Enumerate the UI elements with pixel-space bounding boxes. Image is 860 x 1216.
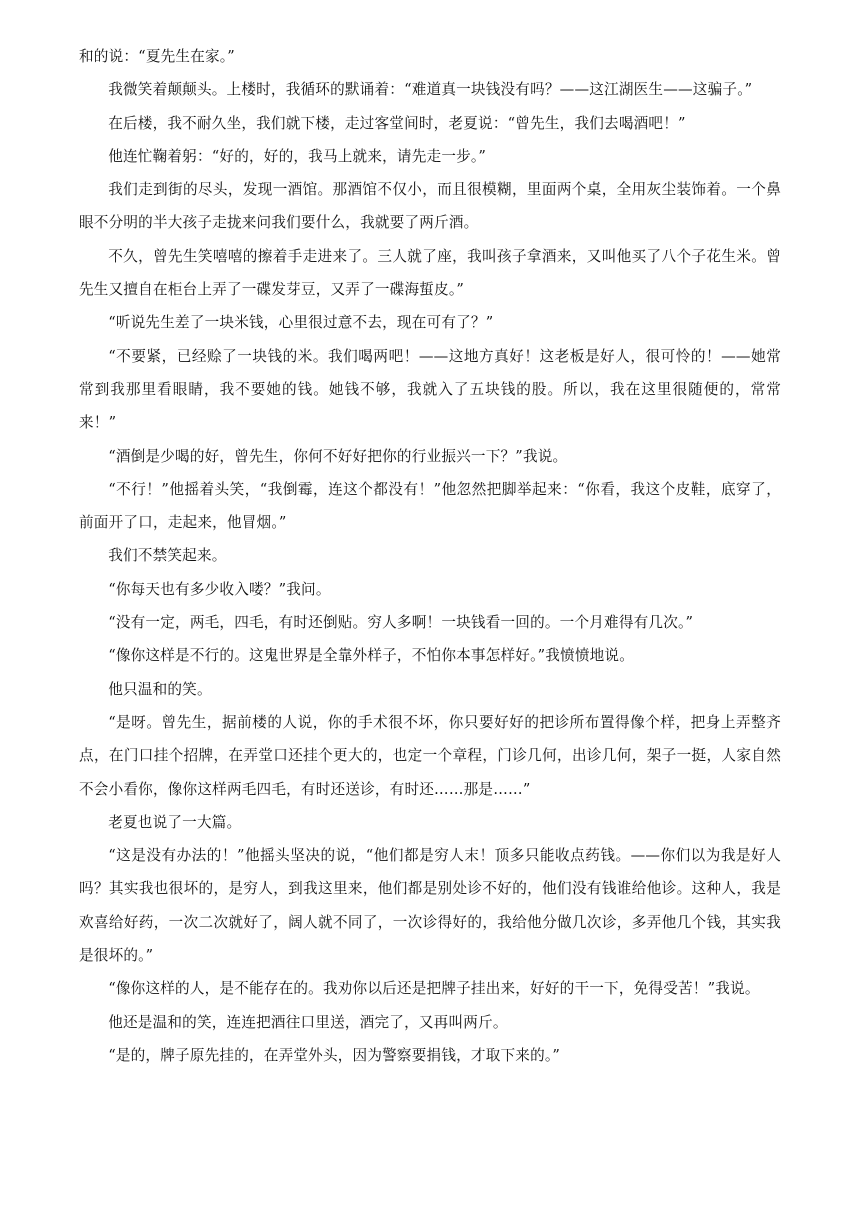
paragraph: 我们走到街的尽头，发现一酒馆。那酒馆不仅小，而且很模糊，里面两个桌，全用灰尘装饰着。一个鼻眼不分明的半大孩子走拢来问我们要什么，我就要了两斤酒。 (79, 181, 781, 232)
paragraph: 在后楼，我不耐久坐，我们就下楼，走过客堂间时，老夏说：“曾先生，我们去喝酒吧！” (108, 114, 686, 132)
paragraph: “你每天也有多少收入喽？”我问。 (108, 580, 331, 598)
paragraph: “听说先生差了一块米钱，心里很过意不去，现在可有了？” (108, 314, 494, 332)
paragraph: 他只温和的笑。 (108, 680, 212, 698)
paragraph: 我微笑着颠颠头。上楼时，我循环的默诵着：“难道真一块钱没有吗？——这江湖医生——这骗子。” (108, 81, 753, 99)
paragraph: 我们不禁笑起来。 (108, 547, 227, 565)
paragraph: “这是没有办法的！”他摇头坚决的说，“他们都是穷人末！顶多只能收点药钱。——你们以为我是好人吗？其实我也很坏的，是穷人，到我这里来，他们都是别处诊不好的，他们没有钱谁给他诊。这种人，我是欢喜给好药，一次二次就好了，阔人就不同了，一次诊得好的，我给他分做几次诊，多弄他几个钱，其实我是很坏的。” (79, 847, 781, 965)
paragraph: 他连忙鞠着躬：“好的，好的，我马上就来，请先走一步。” (108, 147, 487, 165)
paragraph: “没有一定，两毛，四毛，有时还倒贴。穷人多啊！一块钱看一回的。一个月难得有几次。” (108, 614, 694, 632)
paragraph: 和的说：“夏先生在家。” (79, 48, 235, 65)
paragraph: “像你这样的人，是不能存在的。我劝你以后还是把牌子挂出来，好好的干一下，免得受苦！”我说。 (108, 980, 760, 998)
paragraph: 老夏也说了一大篇。 (108, 813, 242, 831)
paragraph: “是的，牌子原先挂的，在弄堂外头，因为警察要捐钱，才取下来的。” (108, 1046, 561, 1064)
paragraph: 他还是温和的笑，连连把酒往口里送，酒完了，又再叫两斤。 (108, 1013, 508, 1031)
paragraph: “是呀。曾先生，据前楼的人说，你的手术很不坏，你只要好好的把诊所布置得像个样，把身上弄整齐点，在门口挂个招牌，在弄堂口还挂个更大的，也定一个章程，门诊几何，出诊几何，架子一挺，人家自然不会小看你，像你这样两毛四毛，有时还送诊，有时还……那是……” (79, 713, 781, 798)
paragraph: “不要紧，已经赊了一块钱的米。我们喝两吧！——这地方真好！这老板是好人，很可怜的！——她常常到我那里看眼睛，我不要她的钱。她钱不够，我就入了五块钱的股。所以，我在这里很随便的，常常来！” (79, 347, 781, 432)
paragraph: “像你这样是不行的。这鬼世界是全靠外样子，不怕你本事怎样好。”我愤愤地说。 (108, 647, 634, 665)
paragraph: 不久，曾先生笑嘻嘻的擦着手走进来了。三人就了座，我叫孩子拿酒来，又叫他买了八个子花生米。曾先生又擅自在柜台上弄了一碟发芽豆，又弄了一碟海蜇皮。” (79, 247, 781, 299)
paragraph: “不行！”他摇着头笑，“我倒霉，连这个都没有！”他忽然把脚举起来：“你看，我这个皮鞋，底穿了，前面开了口，走起来，他冒烟。” (79, 480, 781, 532)
paragraph: “酒倒是少喝的好，曾先生，你何不好好把你的行业振兴一下？”我说。 (108, 447, 568, 465)
story-text (79, 40, 781, 1072)
